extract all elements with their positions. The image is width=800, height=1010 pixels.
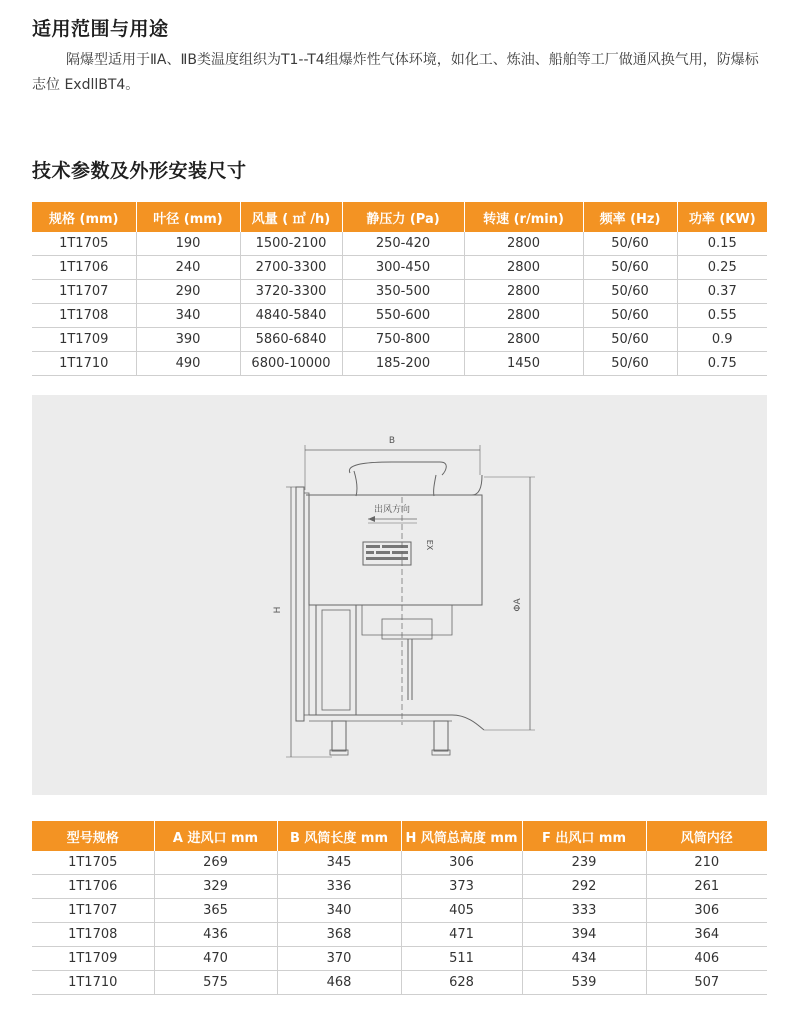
fan-drawing (32, 395, 767, 795)
table-cell: 336 (277, 875, 401, 899)
column-header: 风量 ( ㎥ /h) (240, 202, 342, 232)
table-cell: 269 (154, 851, 277, 875)
table-row (32, 899, 767, 923)
column-header: 功率 (KW) (677, 202, 767, 232)
table-cell: 1T1705 (32, 851, 154, 875)
table-cell: 1T1708 (32, 923, 154, 947)
table-row (32, 232, 767, 256)
table-row (32, 328, 767, 352)
label-h: H (273, 606, 283, 614)
table-cell: 511 (401, 947, 522, 971)
table-cell: 0.55 (677, 304, 767, 328)
table-cell: 340 (277, 899, 401, 923)
table-cell: 1T1708 (32, 304, 136, 328)
column-header: 叶径 (mm) (136, 202, 240, 232)
table-cell: 628 (401, 971, 522, 995)
table-cell: 210 (646, 851, 767, 875)
table-cell: 0.37 (677, 280, 767, 304)
table-cell: 50/60 (583, 280, 677, 304)
table-cell: 406 (646, 947, 767, 971)
table-header-row (32, 821, 767, 851)
table-cell: 575 (154, 971, 277, 995)
table-cell: 3720-3300 (240, 280, 342, 304)
table-row (32, 256, 767, 280)
table-cell: 50/60 (583, 328, 677, 352)
table-cell: 434 (522, 947, 646, 971)
column-header: 频率 (Hz) (583, 202, 677, 232)
table-cell: 306 (401, 851, 522, 875)
table-cell: 290 (136, 280, 240, 304)
table-row (32, 947, 767, 971)
table-cell: 350-500 (342, 280, 464, 304)
table-cell: 405 (401, 899, 522, 923)
table-cell: 0.75 (677, 352, 767, 376)
table-cell: 1T1710 (32, 352, 136, 376)
table-cell: 292 (522, 875, 646, 899)
table-row (32, 875, 767, 899)
table-cell: 1T1707 (32, 899, 154, 923)
table-cell: 1T1710 (32, 971, 154, 995)
table-row (32, 304, 767, 328)
foot-right (434, 721, 448, 751)
usage-paragraph: 隔爆型适用于ⅡA、ⅡB类温度组织为T1--T4组爆炸性气体环境，如化工、炼油、船舶等工厂做通风换气用，防爆标志位 ExdllBT4。 (32, 52, 759, 93)
table-cell: 5860-6840 (240, 328, 342, 352)
label-airflow: 出风方向 (373, 505, 411, 515)
table-cell: 550-600 (342, 304, 464, 328)
table-cell: 345 (277, 851, 401, 875)
table-cell: 1T1705 (32, 232, 136, 256)
table-row (32, 280, 767, 304)
table-row (32, 971, 767, 995)
table-cell: 364 (646, 923, 767, 947)
table-cell: 394 (522, 923, 646, 947)
table-cell: 1T1706 (32, 875, 154, 899)
table-cell: 507 (646, 971, 767, 995)
table-cell: 436 (154, 923, 277, 947)
table-cell: 368 (277, 923, 401, 947)
column-header: 静压力 (Pa) (342, 202, 464, 232)
label-ex: EX (425, 539, 434, 551)
table-cell: 539 (522, 971, 646, 995)
table-row (32, 851, 767, 875)
column-header: 风筒内径 (646, 821, 767, 851)
column-header: F 出风口 mm (522, 821, 646, 851)
table-cell: 750-800 (342, 328, 464, 352)
table-cell: 4840-5840 (240, 304, 342, 328)
label-b: B (388, 436, 396, 446)
table-cell: 1450 (464, 352, 583, 376)
section-title-specs: 技术参数及外形安装尺寸 (32, 160, 247, 182)
table-cell: 2800 (464, 280, 583, 304)
table-cell: 329 (154, 875, 277, 899)
table-cell: 2800 (464, 256, 583, 280)
section-title-usage: 适用范围与用途 (32, 18, 169, 40)
table-cell: 490 (136, 352, 240, 376)
column-header: B 风筒长度 mm (277, 821, 401, 851)
table-cell: 185-200 (342, 352, 464, 376)
foot-left (332, 721, 346, 751)
table-cell: 0.15 (677, 232, 767, 256)
table-cell: 373 (401, 875, 522, 899)
table-cell: 306 (646, 899, 767, 923)
table-cell: 6800-10000 (240, 352, 342, 376)
table-cell: 0.25 (677, 256, 767, 280)
table-cell: 50/60 (583, 256, 677, 280)
table-cell: 370 (277, 947, 401, 971)
table-cell: 2700-3300 (240, 256, 342, 280)
spec-table (32, 202, 767, 376)
table-cell: 1T1709 (32, 328, 136, 352)
table-cell: 250-420 (342, 232, 464, 256)
table-header-row (32, 202, 767, 232)
table-cell: 1T1707 (32, 280, 136, 304)
table-cell: 340 (136, 304, 240, 328)
table-cell: 365 (154, 899, 277, 923)
column-header: 规格 (mm) (32, 202, 136, 232)
table-cell: 1500-2100 (240, 232, 342, 256)
table-cell: 390 (136, 328, 240, 352)
table-cell: 50/60 (583, 304, 677, 328)
table-cell: 333 (522, 899, 646, 923)
column-header: H 风筒总高度 mm (401, 821, 522, 851)
table-cell: 471 (401, 923, 522, 947)
column-header: 转速 (r/min) (464, 202, 583, 232)
table-cell: 2800 (464, 304, 583, 328)
table-cell: 50/60 (583, 352, 677, 376)
table-cell: 470 (154, 947, 277, 971)
column-header: A 进风口 mm (154, 821, 277, 851)
table-cell: 2800 (464, 232, 583, 256)
dimension-table (32, 821, 767, 995)
table-row (32, 923, 767, 947)
table-cell: 240 (136, 256, 240, 280)
installation-diagram (32, 395, 767, 795)
table-row (32, 352, 767, 376)
table-cell: 2800 (464, 328, 583, 352)
table-cell: 1T1706 (32, 256, 136, 280)
table-cell: 468 (277, 971, 401, 995)
table-cell: 50/60 (583, 232, 677, 256)
table-cell: 300-450 (342, 256, 464, 280)
table-cell: 190 (136, 232, 240, 256)
table-cell: 0.9 (677, 328, 767, 352)
table-cell: 239 (522, 851, 646, 875)
table-cell: 261 (646, 875, 767, 899)
column-header: 型号规格 (32, 821, 154, 851)
table-cell: 1T1709 (32, 947, 154, 971)
label-phi-a: ΦA (513, 598, 523, 612)
